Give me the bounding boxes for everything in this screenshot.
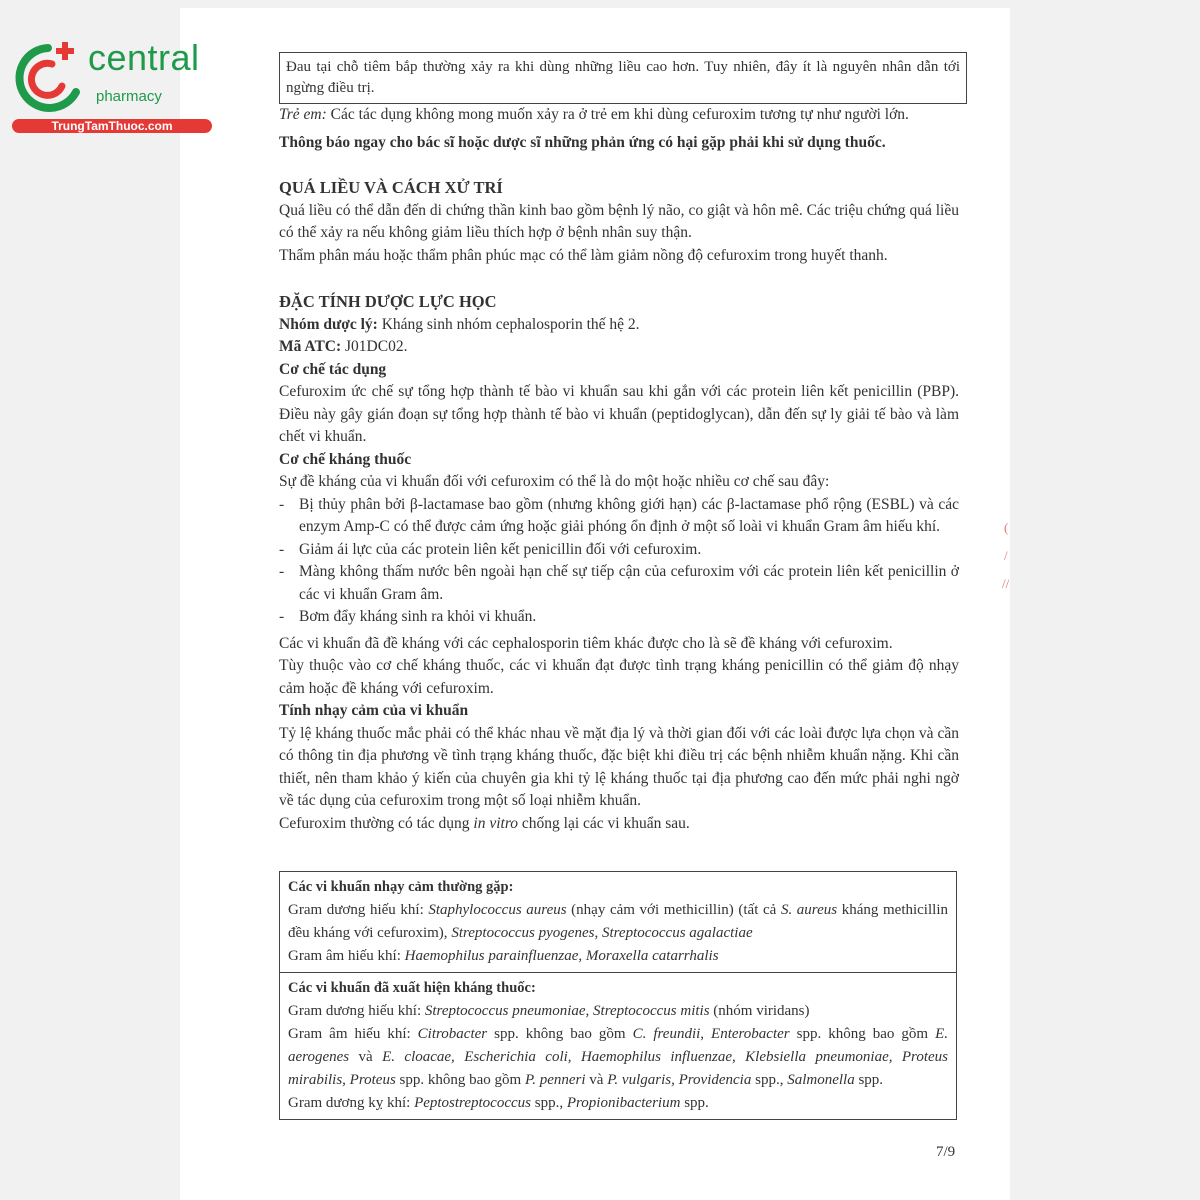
overdose-paragraph-1: Quá liều có thể dẫn đến di chứng thần kinh bao gồm bệnh lý não, co giật và hôn mê. Các triệu chứng quá liều có thể xảy ra nếu không giảm liều thích hợp ở bệnh nhân suy thận. [279,201,959,241]
logo-site-banner: TrungTamThuoc.com [12,119,212,133]
t-text: , [578,948,586,964]
t-italic: Citrobacter [417,1026,488,1042]
t-italic: C. freundii, Enterobacter [632,1026,790,1042]
t-text: Gram dương kỵ khí: [288,1095,415,1111]
overdose-section [279,177,959,267]
t-text: spp., [751,1072,788,1088]
t-text: Gram dương hiếu khí: [288,902,429,918]
margin-mark: / [1004,548,1008,563]
sensitivity-last-line [279,813,959,836]
t-text: spp. không bao gồm [487,1026,633,1042]
t-italic: E. cloacae, Escherichia coli, Haemophilus influenzae, Klebsiella pneumoniae, Proteus mirabilis, Proteus [288,1049,948,1088]
sensitivity-title: Tính nhạy cảm của vi khuẩn [279,702,469,719]
list-item: - Bơm đẩy kháng sinh ra khỏi vi khuẩn. [279,606,959,629]
side-effect-box: Đau tại chỗ tiêm bắp thường xảy ra khi dùng những liều cao hơn. Tuy nhiên, đây ít là nguyên nhân dẫn tới ngừng điều trị. [279,52,967,104]
pharma-group-value: Kháng sinh nhóm cephalosporin thế hệ 2. [377,315,640,333]
children-label: Trẻ em: [279,106,327,123]
central-pharmacy-logo[interactable] [8,37,213,136]
t-italic: Streptococcus pneumoniae, Streptococcus mitis [424,1003,710,1019]
t-text: Gram âm hiếu khí: [288,948,405,964]
t-italic: Moraxella catarrhalis [585,948,719,964]
t-text: Gram âm hiếu khí: [288,1026,418,1042]
pharma-group-label: Nhóm dược lý: [279,315,378,333]
t-text: spp., [530,1095,567,1111]
t-italic: Haemophilus parainfluenzae [404,948,579,964]
t-text: và [585,1072,608,1088]
t-text: spp. không bao gồm [395,1072,525,1088]
children-note [279,104,959,127]
t-italic: S. aureus [780,902,838,918]
susceptible-gram-negative [288,945,948,968]
susceptible-title: Các vi khuẩn nhạy cảm thường gặp: [288,879,514,895]
t-text: spp. [854,1072,884,1088]
t-italic: Streptococcus agalactiae [601,925,753,941]
resistant-section [280,973,956,1119]
sensitivity-last-b: chống lại các vi khuẩn sau. [518,814,690,832]
margin-mark: ( [1004,520,1009,535]
t-italic: Salmonella [787,1072,855,1088]
logo-brand: central [88,37,200,78]
susceptible-gram-positive [288,899,948,945]
pharmacodynamics-title: ĐẶC TÍNH DƯỢC LỰC HỌC [279,292,497,311]
resistant-title: Các vi khuẩn đã xuất hiện kháng thuốc: [288,980,536,996]
t-text: và [349,1049,383,1065]
t-italic: Peptostreptococcus [414,1095,531,1111]
resistance-intro: Sự đề kháng của vi khuẩn đối với cefuroxim có thể là do một hoặc nhiều cơ chế sau đây: [279,473,830,490]
t-text: (nhạy cảm với methicillin) (tất cả [566,902,781,918]
t-text: Gram dương hiếu khí: [288,1003,425,1019]
bacteria-table [279,871,957,1120]
page-number: 7/9 [936,1144,956,1160]
resistance-title: Cơ chế kháng thuốc [279,450,412,468]
resistant-anaerobe [288,1092,948,1115]
t-text: spp. [680,1095,709,1111]
resistant-gram-positive [288,1000,948,1023]
susceptible-section [280,872,956,973]
resistance-list [279,494,959,629]
t-italic: Propionibacterium [566,1095,681,1111]
sensitivity-last-a: Cefuroxim thường có tác dụng [279,814,474,832]
report-notice: Thông báo ngay cho bác sĩ hoặc dược sĩ những phản ứng có hại gặp phải khi sử dụng thuốc. [279,134,886,151]
resistant-gram-negative [288,1023,948,1092]
sensitivity-last-italic: in vitro [473,814,519,832]
mechanism-title: Cơ chế tác dụng [279,360,387,378]
pharma-group [279,314,959,337]
list-item: - Màng không thấm nước bên ngoài hạn chế sự tiếp cận của cefuroxim với các protein liên kết penicillin ở các vi khuẩn Gram âm. [279,561,959,606]
t-text: spp. không bao gồm [789,1026,936,1042]
list-item: - Bị thủy phân bởi β-lactamase bao gồm (nhưng không giới hạn) các β-lactamase phổ rộng (ESBL) và các enzym Amp-C có thể được cảm ứng hoặc giải phóng ổn định ở một số loài vi khuẩn Gram âm hiếu khí. [279,494,959,539]
t-italic: E. aerogenes [288,1026,948,1065]
resistance-paragraph-2: Tùy thuộc vào cơ chế kháng thuốc, các vi khuẩn đạt được tình trạng kháng penicillin có thể giảm độ nhạy cảm hoặc đề kháng với cefuroxim. [279,657,959,697]
atc-label: Mã ATC: [279,338,342,355]
t-italic: Streptococcus pyogenes [451,925,595,941]
t-text: (nhóm viridans) [709,1003,810,1019]
logo-subtitle: pharmacy [96,88,162,105]
overdose-title: QUÁ LIỀU VÀ CÁCH XỬ TRÍ [279,178,503,197]
overdose-paragraph-2: Thẩm phân máu hoặc thẩm phân phúc mạc có thể làm giảm nồng độ cefuroxim trong huyết thanh. [279,246,888,264]
atc-value: J01DC02. [341,338,408,355]
central-pharmacy-logo-icon [8,40,88,118]
pharmacodynamics-section [279,291,959,835]
t-italic: Staphylococcus aureus [428,902,567,918]
t-italic: P. penneri [524,1072,586,1088]
t-text: kháng methicillin đều kháng với cefuroxim), [288,902,948,941]
margin-mark: // [1002,576,1010,591]
children-text: Các tác dụng không mong muốn xảy ra ở trẻ em khi dùng cefuroxim tương tự như người lớn. [326,106,909,123]
sensitivity-text: Tỷ lệ kháng thuốc mắc phải có thể khác nhau về mặt địa lý và thời gian đối với các loài được lựa chọn và cần có thông tin địa phương về tình trạng kháng thuốc, đặc biệt khi điều trị các bệnh nhiễm khuẩn nặng. Khi cần thiết, nên tham khảo ý kiến của chuyên gia khi tỷ lệ kháng thuốc tại địa phương cao đến mức phải nghi ngờ về tác dụng của cefuroxim trong một số loại nhiễm khuẩn. [279,724,959,809]
atc-code [279,336,959,359]
mechanism-text: Cefuroxim ức chế sự tổng hợp thành tế bào vi khuẩn sau khi gắn với các protein liên kết penicillin (PBP). Điều này gây gián đoạn sự tổng hợp thành tế bào vi khuẩn (peptidoglycan), dẫn đến sự ly giải tế bào và làm chết vi khuẩn. [279,383,959,445]
t-italic: P. vulgaris, Providencia [607,1072,752,1088]
t-text: , [594,925,602,941]
list-item: - Giảm ái lực của các protein liên kết penicillin đối với cefuroxim. [279,539,959,562]
resistance-paragraph-1: Các vi khuẩn đã đề kháng với các cephalosporin tiêm khác được cho là sẽ đề kháng với cefuroxim. [279,634,893,652]
